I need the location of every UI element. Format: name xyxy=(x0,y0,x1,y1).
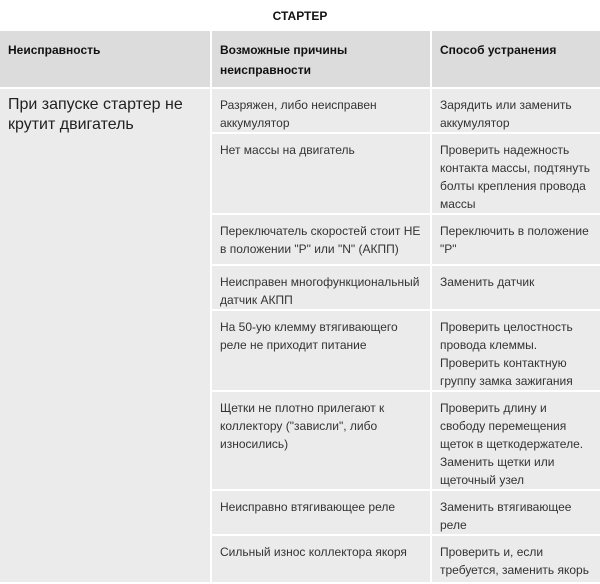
table-row xyxy=(0,89,600,132)
remedy-cell: Переключить в положение "P" xyxy=(432,215,600,264)
header-causes: Возможные причины неисправности xyxy=(212,31,430,87)
cause-cell: Неисправен многофункциональный датчик АКПП xyxy=(212,266,430,309)
header-fault: Неисправность xyxy=(0,31,210,87)
cause-cell: Сильный износ коллектора якоря xyxy=(212,536,430,582)
remedy-cell: Проверить целостность провода клеммы. Проверить контактную группу замка зажигания xyxy=(432,311,600,390)
header-remedy: Способ устранения xyxy=(432,31,600,87)
cause-cell: Щетки не плотно прилегают к коллектору ("зависли", либо износились) xyxy=(212,392,430,489)
remedy-cell: Проверить и, если требуется, заменить якорь xyxy=(432,536,600,582)
troubleshooting-table xyxy=(0,29,600,584)
remedy-cell: Заменить втягивающее реле xyxy=(432,491,600,534)
cause-cell: На 50-ую клемму втягивающего реле не приходит питание xyxy=(212,311,430,390)
remedy-cell: Проверить надежность контакта массы, подтянуть болты крепления провода массы xyxy=(432,134,600,213)
header-row xyxy=(0,31,600,87)
cause-cell: Разряжен, либо неисправен аккумулятор xyxy=(212,89,430,132)
remedy-cell: Заменить датчик xyxy=(432,266,600,309)
cause-cell: Неисправно втягивающее реле xyxy=(212,491,430,534)
remedy-cell: Проверить длину и свободу перемещения щеток в щеткодержателе. Заменить щетки или щеточный узел xyxy=(432,392,600,489)
remedy-cell: Зарядить или заменить аккумулятор xyxy=(432,89,600,132)
cause-cell: Переключатель скоростей стоит НЕ в положении "P" или "N" (АКПП) xyxy=(212,215,430,264)
fault-cell: При запуске стартер не крутит двигатель xyxy=(0,89,210,582)
cause-cell: Нет массы на двигатель xyxy=(212,134,430,213)
table-title: СТАРТЕР xyxy=(272,9,328,23)
